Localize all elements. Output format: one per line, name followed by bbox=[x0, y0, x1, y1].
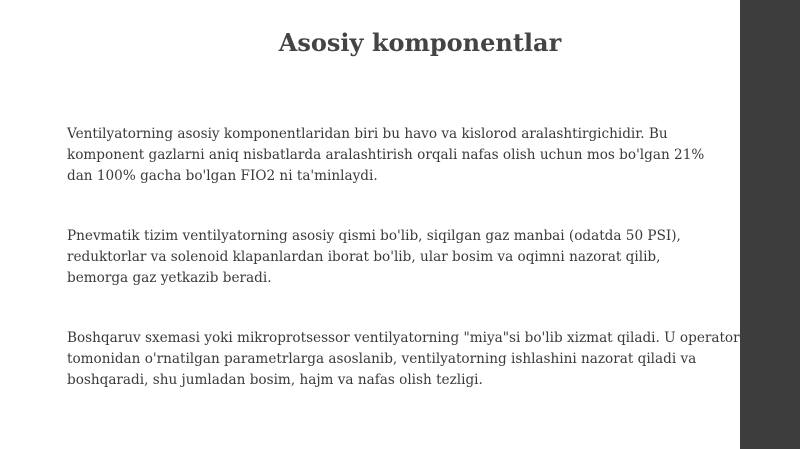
paragraph-line: boshqaradi, shu jumladan bosim, hajm va nafas olish tezligi. bbox=[67, 372, 483, 388]
paragraph-line: bemorga gaz yetkazib beradi. bbox=[67, 270, 272, 286]
paragraph-mixer bbox=[67, 124, 767, 187]
paragraph-line: dan 100% gacha bo'lgan FIO2 ni ta'minlaydi. bbox=[67, 168, 378, 184]
slide-title: Asosiy komponentlar bbox=[278, 28, 562, 57]
paragraph-line: Pnevmatik tizim ventilyatorning asosiy qismi bo'lib, siqilgan gaz manbai (odatda 50 PSI), bbox=[67, 228, 681, 244]
paragraph-line: Ventilyatorning asosiy komponentlaridan biri bu havo va kislorod aralashtirgichidir. Bu bbox=[67, 126, 668, 142]
paragraph-line: Boshqaruv sxemasi yoki mikroprotsessor ventilyatorning "miya"si bo'lib xizmat qiladi. U operator bbox=[67, 330, 740, 346]
paragraph-line: reduktorlar va solenoid klapanlardan iborat bo'lib, ular bosim va oqimni nazorat qilib, bbox=[67, 249, 661, 265]
paragraph-control bbox=[67, 328, 767, 391]
paragraph-line: tomonidan o'rnatilgan parametrlarga asoslanib, ventilyatorning ishlashini nazorat qiladi va bbox=[67, 351, 697, 367]
paragraph-pneumatic bbox=[67, 226, 767, 289]
paragraph-line: komponent gazlarni aniq nisbatlarda aralashtirish orqali nafas olish uchun mos bo'lgan 21% bbox=[67, 147, 705, 163]
side-bar bbox=[740, 0, 800, 449]
